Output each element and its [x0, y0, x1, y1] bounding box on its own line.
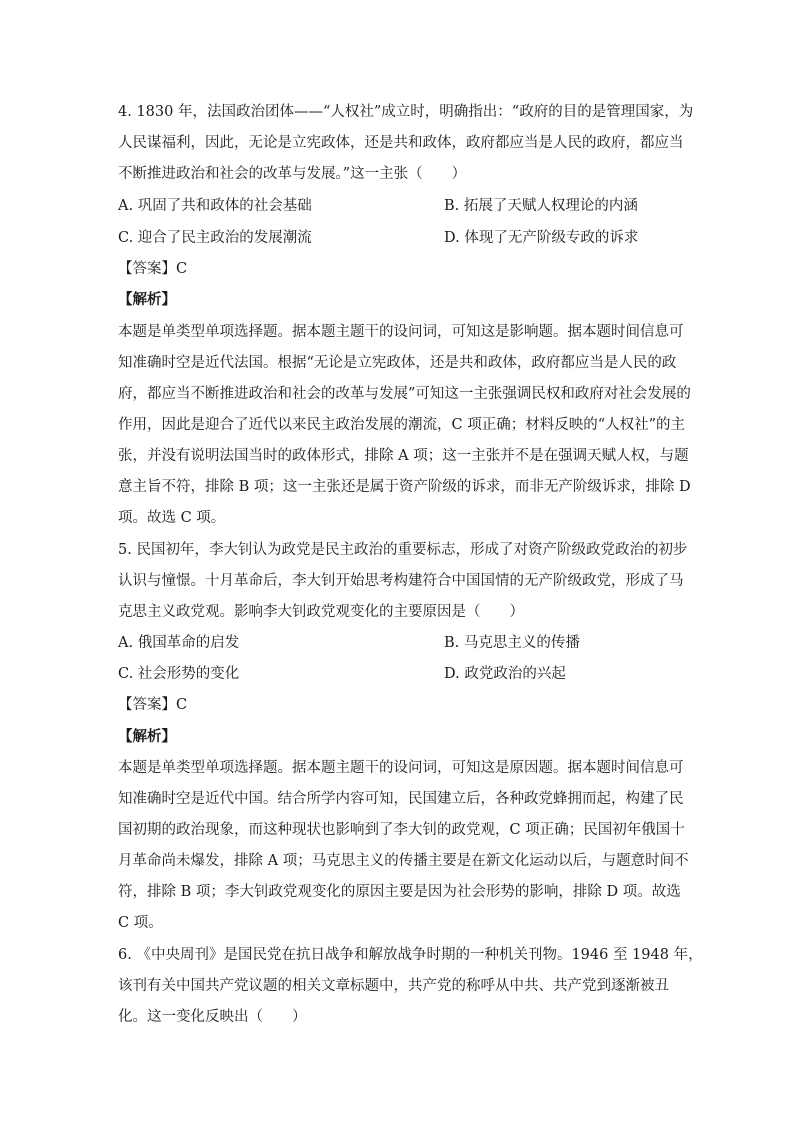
question-4-option-c[interactable]: C. 迎合了民主政治的发展潮流	[118, 230, 312, 246]
question-5-option-d[interactable]: D. 政党政治的兴起	[444, 666, 566, 682]
question-4-analysis-line: 作用，因此是迎合了近代以来民主政治发展的潮流，C 项正确；材料反映的“人权社”的主	[118, 417, 686, 433]
question-4-analysis-line: 意主旨不符，排除 B 项；这一主张还是属于资产阶级的诉求，而非无产阶级诉求，排除 D	[118, 479, 691, 495]
question-5-analysis-line: 本题是单类型单项选择题。据本题主题干的设问词，可知这是原因题。据本题时间信息可	[118, 760, 684, 776]
question-6-stem-line: 6. 《中央周刊》是国民党在抗日战争和解放战争时期的一种机关刊物。1946 至 1948 年，	[118, 947, 703, 963]
question-5-answer: 【答案】C	[118, 697, 188, 713]
question-4-analysis-line: 知准确时空是近代法国。根据“无论是立宪政体，还是共和政体，政府都应当是人民的政	[118, 355, 677, 371]
question-4-answer: 【答案】C	[118, 261, 188, 277]
question-4-analysis-line: 项。故选 C 项。	[118, 510, 226, 526]
question-4-option-d[interactable]: D. 体现了无产阶级专政的诉求	[444, 230, 639, 246]
question-4-stem-line: 4. 1830 年，法国政治团体——“人权社”成立时，明确指出：“政府的目的是管理国家，为	[118, 104, 694, 120]
question-4-analysis-line: 本题是单类型单项选择题。据本题主题干的设问词，可知这是影响题。据本题时间信息可	[118, 324, 684, 340]
question-4-analysis-line: 张，并没有说明法国当时的政体形式，排除 A 项；这一主张并不是在强调天赋人权，与题	[118, 448, 689, 464]
question-6-stem-line: 该刊有关中国共产党议题的相关文章标题中，共产党的称呼从中共、共产党到逐渐被丑	[118, 978, 669, 994]
question-4-analysis-line: 府，都应当不断推进政治和社会的改革与发展”可知这一主张强调民权和政府对社会发展的	[118, 386, 691, 402]
question-5-stem-line: 克思主义政党观。影响李大钊政党观变化的主要原因是（ ）	[118, 604, 524, 620]
question-5-analysis-line: 国初期的政治现象，而这种现状也影响到了李大钊的政党观，C 项正确；民国初年俄国十	[118, 822, 685, 838]
question-5-analysis-label: 【解析】	[118, 728, 176, 745]
question-6-stem-line: 化。这一变化反映出（ ）	[118, 1009, 307, 1025]
question-4-analysis-label: 【解析】	[118, 291, 176, 308]
question-5-option-a[interactable]: A. 俄国革命的启发	[118, 635, 240, 651]
question-5-stem-line: 认识与憧憬。十月革命后，李大钊开始思考构建符合中国国情的无产阶级政党，形成了马	[118, 573, 684, 589]
question-5-option-b[interactable]: B. 马克思主义的传播	[444, 635, 580, 651]
question-5-analysis-line: 符，排除 B 项；李大钊政党观变化的原因主要是因为社会形势的影响，排除 D 项。故选	[118, 884, 681, 900]
question-4-option-b[interactable]: B. 拓展了天赋人权理论的内涵	[444, 198, 638, 214]
question-4-stem-line: 人民谋福利，因此，无论是立宪政体，还是共和政体，政府都应当是人民的政府，都应当	[118, 135, 684, 151]
question-5-analysis-line: 知准确时空是近代中国。结合所学内容可知，民国建立后，各种政党蜂拥而起，构建了民	[118, 791, 684, 807]
question-4-option-a[interactable]: A. 巩固了共和政体的社会基础	[118, 198, 312, 214]
question-5-stem-line: 5. 民国初年，李大钊认为政党是民主政治的重要标志，形成了对资产阶级政党政治的初步	[118, 542, 688, 558]
question-4-stem-line: 不断推进政治和社会的改革与发展。”这一主张（ ）	[118, 166, 467, 182]
question-5-analysis-line: 月革命尚未爆发，排除 A 项；马克思主义的传播主要是在新文化运动以后，与题意时间不	[118, 853, 689, 869]
question-5-analysis-line: C 项。	[118, 915, 163, 931]
question-5-option-c[interactable]: C. 社会形势的变化	[118, 666, 240, 682]
